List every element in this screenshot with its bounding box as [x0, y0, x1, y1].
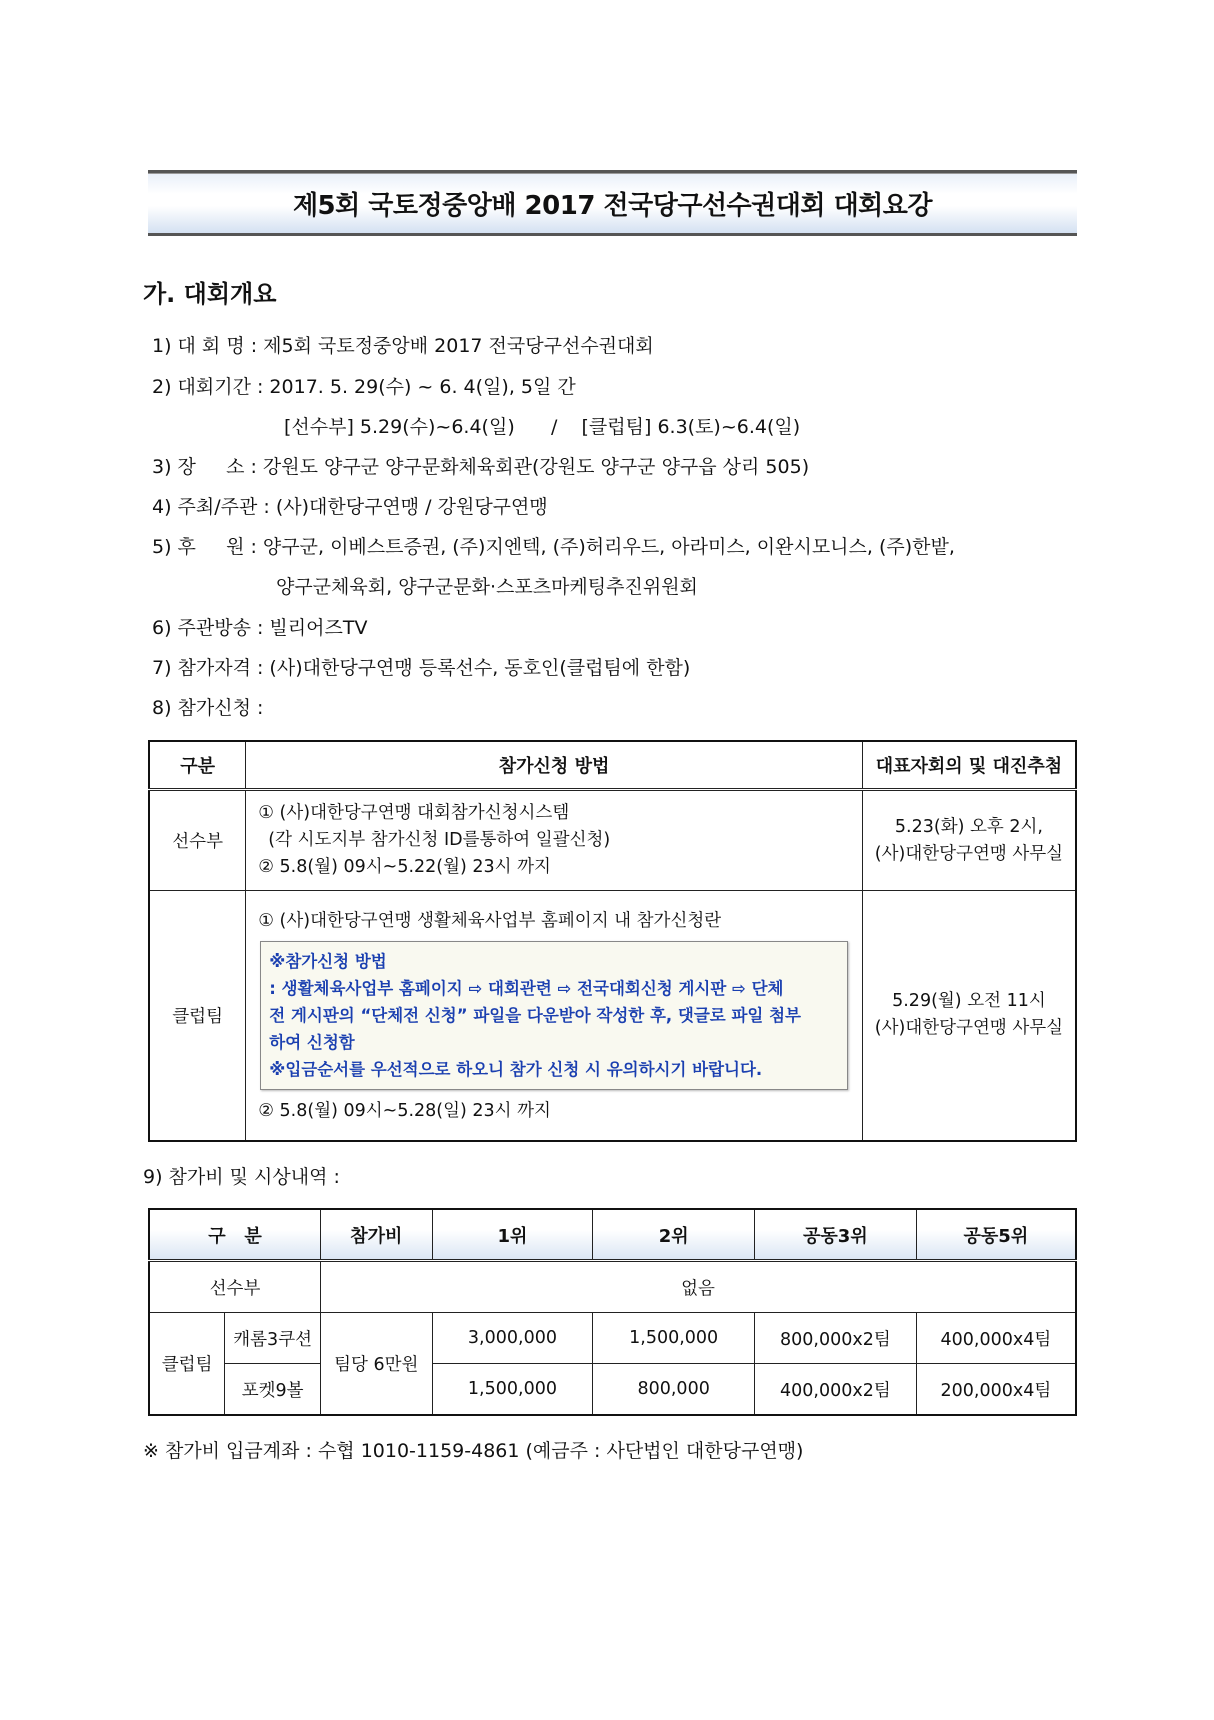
note-line: 하여 신청함 — [269, 1032, 355, 1052]
account-note: ※ 참가비 입금계좌 : 수협 1010-1159-4861 (예금주 : 사단법인 대한당구연맹) — [143, 1440, 804, 1462]
player-method — [246, 790, 863, 891]
table-row — [149, 1261, 1076, 1313]
prize-third: 800,000x2팀 — [755, 1313, 917, 1364]
header-second: 2위 — [593, 1209, 755, 1261]
club-method-1: ① (사)대한당구연맹 생활체육사업부 홈페이지 내 참가신청란 — [258, 910, 722, 931]
club-fee: 팀당 6만원 — [321, 1313, 433, 1416]
prize-third: 400,000x2팀 — [755, 1364, 917, 1416]
info-line-period: 2) 대회기간 : 2017. 5. 29(수) ~ 6. 4(일), 5일 간 — [152, 376, 576, 398]
header-first: 1위 — [432, 1209, 593, 1261]
header-fee: 참가비 — [321, 1209, 433, 1261]
info-line-sponsor-cont: 양구군체육회, 양구군문화·스포츠마케팅추진위원회 — [276, 576, 698, 598]
player-method-2: ② 5.8(월) 09시~5.22(월) 23시 까지 — [258, 857, 551, 877]
club-meeting-time: 5.29(월) 오전 11시 — [892, 991, 1046, 1012]
player-meeting-place: (사)대한당구연맹 사무실 — [874, 843, 1064, 864]
table-row — [149, 891, 1076, 1141]
club-label: 클럽팀 — [149, 1313, 225, 1416]
player-label: 선수부 — [149, 1261, 321, 1313]
note-line: ※입금순서를 우선적으로 하오니 참가 신청 시 유의하시기 바랍니다. — [269, 1059, 763, 1079]
prize-second: 800,000 — [593, 1364, 755, 1416]
header-meeting: 대표자회의 및 대진추첨 — [862, 741, 1076, 790]
prize-first: 1,500,000 — [432, 1364, 593, 1416]
info-line-eligibility: 7) 참가자격 : (사)대한당구연맹 등록선수, 동호인(클럽팀에 한함) — [152, 657, 691, 679]
note-title: ※참가신청 방법 — [269, 951, 387, 971]
info-line-application: 8) 참가신청 : — [152, 697, 264, 719]
note-line: : 생활체육사업부 홈페이지 ⇨ 대회관련 ⇨ 전국대회신청 게시판 ⇨ 단체 — [269, 978, 784, 998]
info-line-host: 4) 주최/주관 : (사)대한당구연맹 / 강원당구연맹 — [152, 496, 548, 518]
info-line-venue: 3) 장 소 : 강원도 양구군 양구문화체육회관(강원도 양구군 양구읍 상리 505) — [152, 456, 810, 478]
title-banner — [148, 170, 1077, 236]
application-table — [148, 740, 1077, 1142]
table-row — [149, 790, 1076, 891]
table-row — [149, 1364, 1076, 1416]
note-line: 전 게시판의 “단체전 신청” 파일을 다운받아 작성한 후, 댓글로 파일 첨부 — [269, 1005, 801, 1025]
club-category: 클럽팀 — [149, 891, 246, 1141]
player-method-1: ① (사)대한당구연맹 대회참가신청시스템 — [258, 803, 570, 823]
header-category: 구 분 — [149, 1209, 321, 1261]
table-row — [149, 1313, 1076, 1364]
prize-fifth: 400,000x4팀 — [916, 1313, 1076, 1364]
prize-second: 1,500,000 — [593, 1313, 755, 1364]
club-method-2: ② 5.8(월) 09시~5.28(일) 23시 까지 — [258, 1100, 551, 1121]
player-category: 선수부 — [149, 790, 246, 891]
header-method: 참가신청 방법 — [246, 741, 863, 790]
header-third: 공동3위 — [755, 1209, 917, 1261]
info-line-sponsor: 5) 후 원 : 양구군, 이베스트증권, (주)지엔텍, (주)허리우드, 아라미스, 이완시모니스, (주)한밭, — [152, 536, 955, 558]
club-meeting — [862, 891, 1076, 1141]
prize-table — [148, 1208, 1077, 1416]
info-line-name: 1) 대 회 명 : 제5회 국토정중앙배 2017 전국당구선수권대회 — [152, 335, 654, 357]
document-title: 제5회 국토정중앙배 2017 전국당구선수권대회 대회요강 — [292, 190, 933, 221]
info-line-broadcast: 6) 주관방송 : 빌리어즈TV — [152, 617, 368, 639]
player-meeting — [862, 790, 1076, 891]
player-method-1-sub: (각 시도지부 참가신청 ID를통하여 일괄신청) — [268, 830, 611, 850]
header-fifth: 공동5위 — [916, 1209, 1076, 1261]
prize-fifth: 200,000x4팀 — [916, 1364, 1076, 1416]
club-meeting-place: (사)대한당구연맹 사무실 — [874, 1018, 1064, 1039]
section-heading: 가. 대회개요 — [143, 280, 277, 308]
application-note-box — [260, 941, 848, 1090]
player-meeting-time: 5.23(화) 오후 2시, — [894, 816, 1043, 837]
info-line-period-detail: [선수부] 5.29(수)~6.4(일) / [클럽팀] 6.3(토)~6.4(일) — [284, 416, 801, 438]
club-method — [246, 891, 863, 1141]
prize-first: 3,000,000 — [432, 1313, 593, 1364]
event-name: 포켓9볼 — [225, 1364, 321, 1416]
player-value: 없음 — [321, 1261, 1077, 1313]
prize-heading: 9) 참가비 및 시상내역 : — [143, 1166, 340, 1188]
header-category: 구분 — [149, 741, 246, 790]
event-name: 캐롬3쿠션 — [225, 1313, 321, 1364]
